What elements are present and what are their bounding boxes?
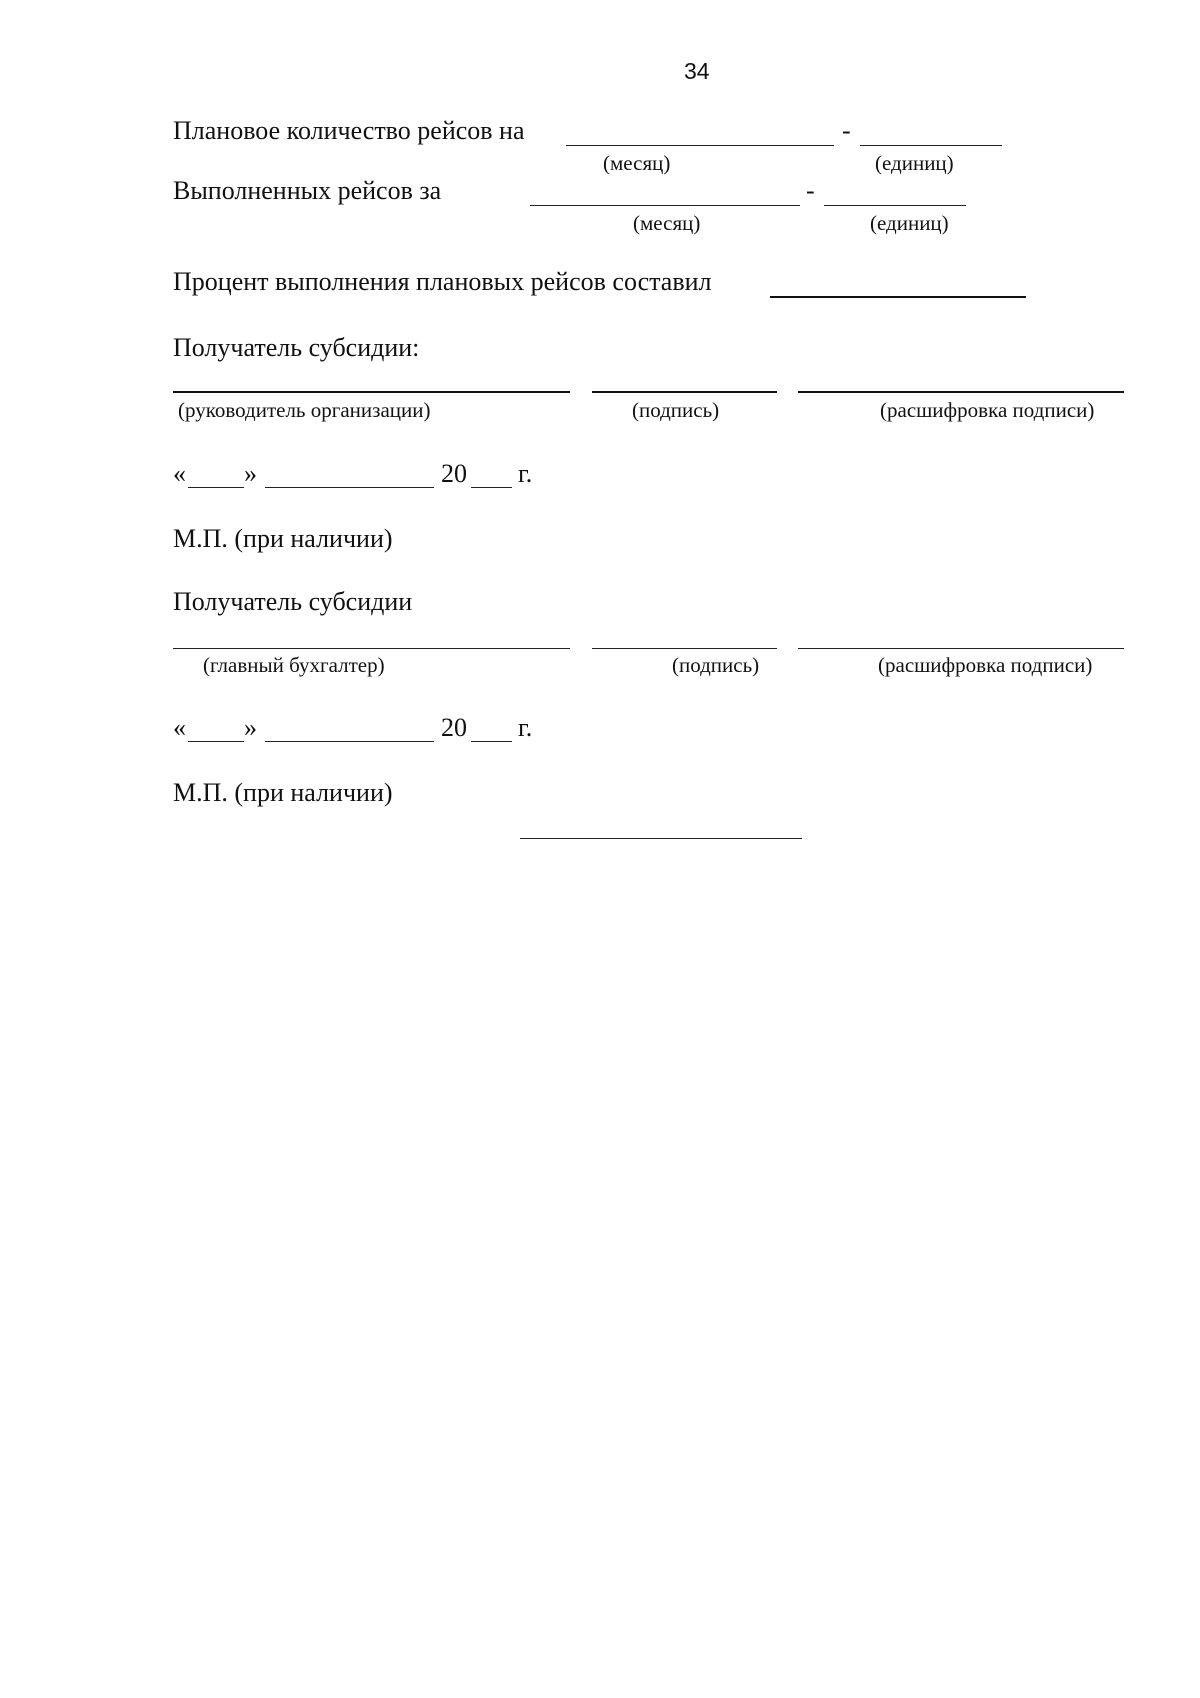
date-year-prefix-2: 20 bbox=[441, 713, 467, 742]
decode-caption-1: (расшифровка подписи) bbox=[880, 398, 1095, 422]
recipient-heading-2: Получатель субсидии bbox=[173, 587, 413, 616]
done-month-field[interactable] bbox=[530, 205, 800, 206]
role-caption-2: (главный бухгалтер) bbox=[203, 653, 385, 677]
done-units-caption: (единиц) bbox=[870, 211, 949, 235]
closing-separator-line bbox=[520, 838, 802, 839]
recipient-heading-1: Получатель субсидии: bbox=[173, 333, 420, 362]
date-close-quote-2: » bbox=[244, 713, 257, 742]
date-open-quote-1: « bbox=[173, 459, 186, 488]
page-number: 34 bbox=[684, 58, 710, 84]
decode-caption-2: (расшифровка подписи) bbox=[878, 653, 1093, 677]
date-year-suffix-1: г. bbox=[518, 459, 533, 488]
stamp-label-2: М.П. (при наличии) bbox=[173, 778, 393, 807]
signature-caption-1: (подпись) bbox=[632, 398, 720, 422]
decode-field-1[interactable] bbox=[798, 391, 1124, 393]
planned-trips-label: Плановое количество рейсов на bbox=[173, 116, 525, 145]
role-field-1[interactable] bbox=[173, 391, 570, 393]
done-trips-label: Выполненных рейсов за bbox=[173, 176, 442, 205]
date-month-field-2[interactable] bbox=[265, 741, 434, 742]
date-year-field-1[interactable] bbox=[471, 487, 512, 488]
done-month-caption: (месяц) bbox=[633, 211, 701, 235]
percent-field[interactable] bbox=[770, 296, 1026, 298]
decode-field-2[interactable] bbox=[798, 648, 1124, 649]
planned-dash: - bbox=[842, 116, 851, 145]
date-close-quote-1: » bbox=[244, 459, 257, 488]
planned-units-caption: (единиц) bbox=[875, 151, 954, 175]
role-field-2[interactable] bbox=[173, 648, 570, 649]
date-year-suffix-2: г. bbox=[518, 713, 533, 742]
date-month-field-1[interactable] bbox=[265, 487, 434, 488]
signature-caption-2: (подпись) bbox=[672, 653, 760, 677]
planned-units-field[interactable] bbox=[860, 145, 1002, 146]
date-year-field-2[interactable] bbox=[471, 741, 512, 742]
date-day-field-2[interactable] bbox=[188, 741, 244, 742]
date-year-prefix-1: 20 bbox=[441, 459, 467, 488]
planned-month-field[interactable] bbox=[566, 145, 834, 146]
date-open-quote-2: « bbox=[173, 713, 186, 742]
done-units-field[interactable] bbox=[824, 205, 966, 206]
signature-field-1[interactable] bbox=[592, 391, 777, 393]
done-dash: - bbox=[806, 176, 815, 205]
planned-month-caption: (месяц) bbox=[603, 151, 671, 175]
role-caption-1: (руководитель организации) bbox=[178, 398, 431, 422]
stamp-label-1: М.П. (при наличии) bbox=[173, 524, 393, 553]
date-day-field-1[interactable] bbox=[188, 487, 244, 488]
signature-field-2[interactable] bbox=[592, 648, 777, 649]
percent-label: Процент выполнения плановых рейсов составил bbox=[173, 267, 712, 296]
